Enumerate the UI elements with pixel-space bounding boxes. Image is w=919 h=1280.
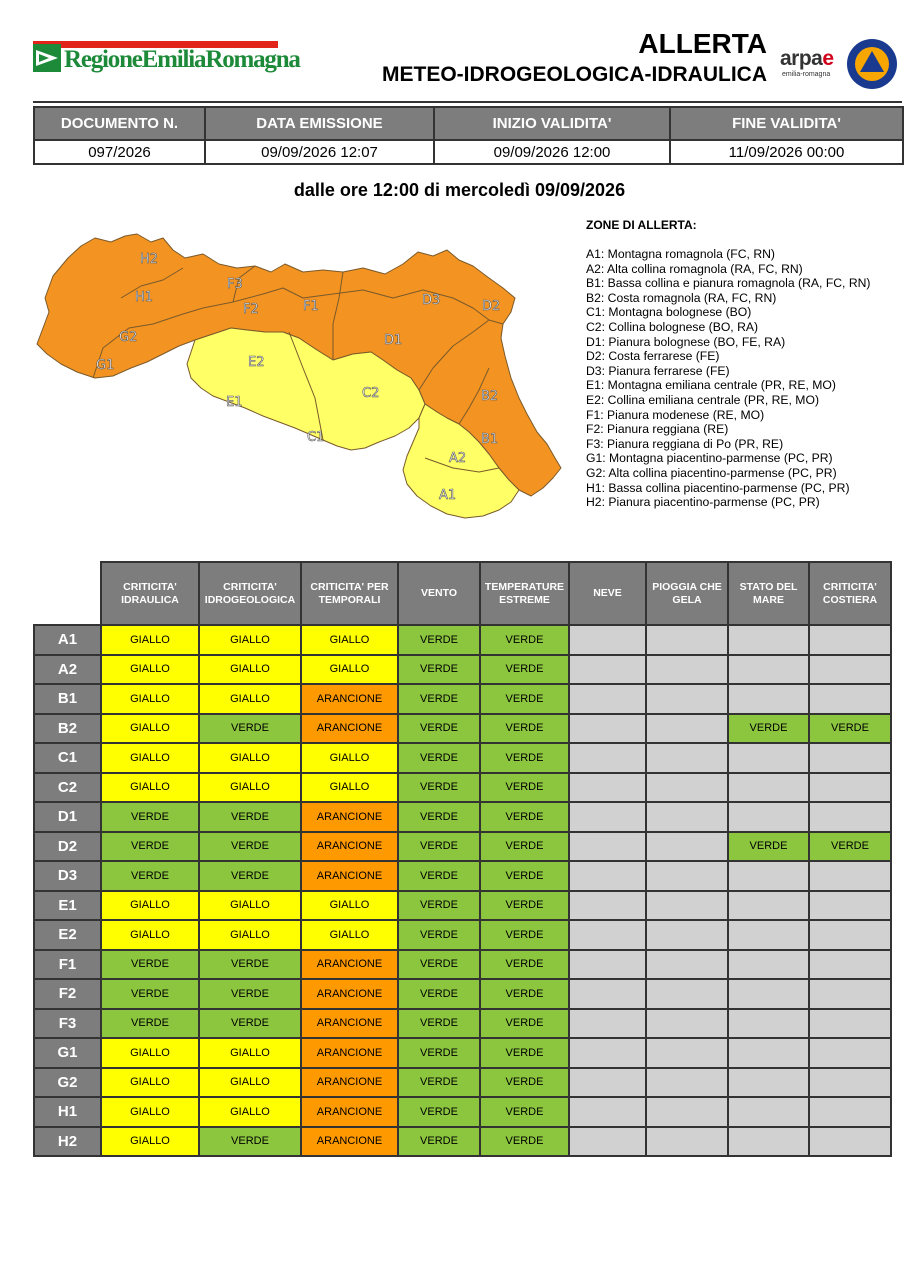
alert-level-cell: GIALLO	[199, 655, 301, 685]
table-row	[34, 625, 891, 655]
alert-level-cell: VERDE	[480, 802, 569, 832]
region-flag-icon	[33, 44, 61, 72]
alert-level-cell	[646, 802, 728, 832]
map-label-g1: G1	[96, 358, 115, 373]
alert-level-cell	[809, 802, 891, 832]
alert-level-cell: GIALLO	[199, 1068, 301, 1098]
alert-level-cell	[569, 950, 646, 980]
alert-level-cell: VERDE	[480, 861, 569, 891]
alert-level-cell: VERDE	[480, 1127, 569, 1157]
alert-level-cell	[646, 743, 728, 773]
table-row	[34, 802, 891, 832]
region-logo-text: RegioneEmiliaRomagna	[64, 46, 300, 73]
alert-level-cell: VERDE	[398, 655, 480, 685]
alert-level-cell: VERDE	[101, 832, 199, 862]
row-zone-label: F2	[34, 979, 101, 1009]
map-label-b1: B1	[481, 432, 499, 447]
alert-level-cell: GIALLO	[199, 1097, 301, 1127]
alert-level-cell: GIALLO	[301, 655, 398, 685]
column-header: NEVE	[569, 562, 646, 625]
zone-list-item: A2: Alta collina romagnola (RA, FC, RN)	[586, 261, 803, 276]
alert-level-cell	[646, 1097, 728, 1127]
alert-level-cell: VERDE	[398, 979, 480, 1009]
alert-level-cell: ARANCIONE	[301, 1009, 398, 1039]
alert-level-cell: ARANCIONE	[301, 684, 398, 714]
alert-level-cell: VERDE	[398, 832, 480, 862]
map-label-e1: E1	[226, 395, 243, 410]
alert-level-cell	[646, 920, 728, 950]
alert-table-header-row	[34, 562, 891, 625]
header-divider	[33, 101, 902, 103]
alert-level-cell: GIALLO	[101, 743, 199, 773]
map-label-f3: F3	[227, 277, 243, 292]
alert-level-cell: VERDE	[199, 979, 301, 1009]
map-label-d1: D1	[384, 333, 403, 348]
alert-level-cell	[728, 1038, 809, 1068]
validity-heading: dalle ore 12:00 di mercoledì 09/09/2026	[293, 180, 626, 200]
alert-level-cell: VERDE	[199, 950, 301, 980]
alert-level-cell	[809, 920, 891, 950]
row-zone-label: E1	[34, 891, 101, 921]
row-zone-label: A2	[34, 655, 101, 685]
alert-level-cell: VERDE	[480, 655, 569, 685]
alert-level-cell: GIALLO	[199, 891, 301, 921]
alert-level-cell	[728, 920, 809, 950]
table-row	[34, 1127, 891, 1157]
alert-level-cell: ARANCIONE	[301, 832, 398, 862]
zone-list-item: A1: Montagna romagnola (FC, RN)	[586, 247, 775, 261]
alert-level-cell: GIALLO	[101, 920, 199, 950]
alert-level-cell: VERDE	[809, 714, 891, 744]
alert-level-cell	[569, 1038, 646, 1068]
row-zone-label: A1	[34, 625, 101, 655]
arpae-logo-subtitle: emilia-romagna	[782, 71, 831, 78]
map-label-f2: F2	[243, 302, 259, 317]
column-header: CRITICITA' COSTIERA	[809, 562, 891, 625]
alert-level-cell: VERDE	[398, 684, 480, 714]
table-row	[34, 891, 891, 921]
table-row	[34, 655, 891, 685]
zone-list-item: F1: Pianura modenese (RE, MO)	[586, 407, 765, 422]
alert-level-cell: ARANCIONE	[301, 714, 398, 744]
alert-level-cell	[728, 1127, 809, 1157]
alert-level-cell: VERDE	[480, 1068, 569, 1098]
column-header: CRITICITA' PER TEMPORALI	[301, 562, 398, 625]
alert-level-cell: VERDE	[398, 743, 480, 773]
alert-level-cell	[728, 1097, 809, 1127]
alert-level-cell: GIALLO	[101, 891, 199, 921]
alert-level-cell: GIALLO	[301, 891, 398, 921]
alert-level-cell	[569, 979, 646, 1009]
column-header: VENTO	[398, 562, 480, 625]
alert-level-cell	[809, 1097, 891, 1127]
alert-level-cell: VERDE	[398, 950, 480, 980]
row-zone-label: D1	[34, 802, 101, 832]
alert-level-cell: VERDE	[101, 979, 199, 1009]
row-zone-label: F1	[34, 950, 101, 980]
alert-level-cell	[569, 832, 646, 862]
alert-table-body	[34, 625, 891, 1156]
alert-level-cell: VERDE	[101, 802, 199, 832]
validity-start-header: INIZIO VALIDITA'	[434, 107, 670, 140]
alert-level-cell	[569, 714, 646, 744]
alert-level-cell	[569, 625, 646, 655]
alert-level-cell: VERDE	[199, 861, 301, 891]
alert-level-cell: GIALLO	[301, 743, 398, 773]
map-label-d2: D2	[482, 299, 501, 314]
validity-end-header: FINE VALIDITA'	[670, 107, 903, 140]
alert-level-cell: VERDE	[480, 773, 569, 803]
map-label-h1: H1	[135, 290, 154, 305]
alert-level-cell	[646, 979, 728, 1009]
alert-level-cell	[809, 950, 891, 980]
alert-level-cell	[809, 655, 891, 685]
alert-level-cell	[646, 861, 728, 891]
alert-level-cell	[809, 1068, 891, 1098]
alert-level-cell	[646, 714, 728, 744]
row-zone-label: B2	[34, 714, 101, 744]
map-label-d3: D3	[422, 293, 441, 308]
alert-level-cell: VERDE	[199, 714, 301, 744]
zone-list-item: D3: Pianura ferrarese (FE)	[586, 363, 730, 378]
alert-level-cell	[646, 1009, 728, 1039]
alert-level-cell: VERDE	[398, 1097, 480, 1127]
page-title: ALLERTA	[638, 28, 767, 59]
table-row	[34, 979, 891, 1009]
map-label-f1: F1	[303, 299, 319, 314]
alert-level-cell: GIALLO	[301, 920, 398, 950]
alert-level-cell: GIALLO	[301, 625, 398, 655]
alert-level-cell	[646, 891, 728, 921]
alert-level-cell: VERDE	[398, 920, 480, 950]
alert-level-cell: VERDE	[398, 861, 480, 891]
civil-protection-logo-icon	[846, 38, 898, 90]
alert-level-cell: VERDE	[728, 832, 809, 862]
zone-list-item: H1: Bassa collina piacentino-parmense (PC, PR)	[586, 480, 850, 495]
doc-number-value: 097/2026	[34, 140, 205, 164]
alert-level-cell: VERDE	[480, 920, 569, 950]
column-header: CRITICITA' IDROGEOLOGICA	[199, 562, 301, 625]
alert-level-cell: ARANCIONE	[301, 1038, 398, 1068]
table-row	[34, 1038, 891, 1068]
alert-level-cell	[728, 655, 809, 685]
alert-level-cell: GIALLO	[101, 1038, 199, 1068]
row-zone-label: E2	[34, 920, 101, 950]
map-label-c1: C1	[307, 430, 325, 445]
alert-level-cell	[809, 743, 891, 773]
alert-level-cell: VERDE	[101, 1009, 199, 1039]
alert-level-cell	[646, 832, 728, 862]
alert-level-cell: VERDE	[398, 714, 480, 744]
row-zone-label: H1	[34, 1097, 101, 1127]
row-zone-label: G2	[34, 1068, 101, 1098]
table-row	[34, 1009, 891, 1039]
map-label-a2: A2	[449, 451, 467, 466]
zone-list-item: F2: Pianura reggiana (RE)	[586, 422, 729, 437]
alert-level-cell	[728, 950, 809, 980]
zone-list-item: E2: Collina emiliana centrale (PR, RE, MO)	[586, 392, 819, 407]
zone-list-item: D1: Pianura bolognese (BO, FE, RA)	[586, 334, 786, 349]
zone-list-item: C2: Collina bolognese (BO, RA)	[586, 319, 759, 334]
alert-level-cell: VERDE	[480, 743, 569, 773]
alert-level-cell	[809, 979, 891, 1009]
alert-level-cell	[728, 861, 809, 891]
alert-level-cell: VERDE	[398, 1009, 480, 1039]
document-info-table	[33, 106, 904, 165]
alert-level-cell	[646, 950, 728, 980]
alert-level-cell: GIALLO	[101, 1097, 199, 1127]
alert-level-cell	[728, 773, 809, 803]
alert-level-cell: GIALLO	[101, 655, 199, 685]
alert-level-cell	[569, 655, 646, 685]
row-zone-label: F3	[34, 1009, 101, 1039]
zones-title: ZONE DI ALLERTA:	[586, 218, 697, 232]
alert-level-cell: VERDE	[480, 714, 569, 744]
alert-level-cell: GIALLO	[101, 1068, 199, 1098]
alert-level-cell: GIALLO	[101, 773, 199, 803]
alert-level-cell: GIALLO	[101, 714, 199, 744]
table-row	[34, 743, 891, 773]
alert-level-cell: VERDE	[480, 1009, 569, 1039]
map-label-h2: H2	[140, 252, 159, 267]
map-label-a1: A1	[439, 488, 457, 503]
row-zone-label: G1	[34, 1038, 101, 1068]
alert-level-cell: VERDE	[480, 684, 569, 714]
row-zone-label: H2	[34, 1127, 101, 1157]
alert-level-cell: VERDE	[199, 1127, 301, 1157]
table-row	[34, 1097, 891, 1127]
alert-level-cell: VERDE	[398, 773, 480, 803]
table-row	[34, 950, 891, 980]
table-row	[34, 832, 891, 862]
alert-level-cell: VERDE	[480, 1038, 569, 1068]
page-subtitle: METEO-IDROGEOLOGICA-IDRAULICA	[382, 63, 767, 86]
zone-list-item: B1: Bassa collina e pianura romagnola (RA, FC, RN)	[586, 276, 871, 291]
alert-level-cell	[809, 684, 891, 714]
zone-list-item: G2: Alta collina piacentino-parmense (PC, PR)	[586, 465, 837, 480]
alert-level-cell: ARANCIONE	[301, 1097, 398, 1127]
arpae-logo-e: e	[822, 47, 834, 70]
row-zone-label: D3	[34, 861, 101, 891]
alert-level-cell	[646, 684, 728, 714]
column-header: CRITICITA' IDRAULICA	[101, 562, 199, 625]
alert-level-cell: GIALLO	[301, 773, 398, 803]
arpae-logo	[780, 47, 834, 71]
alert-level-cell: GIALLO	[199, 773, 301, 803]
row-zone-label: D2	[34, 832, 101, 862]
alert-level-cell	[569, 861, 646, 891]
alert-level-cell	[569, 773, 646, 803]
table-row	[34, 684, 891, 714]
alert-level-cell	[809, 625, 891, 655]
issue-date-header: DATA EMISSIONE	[205, 107, 434, 140]
alert-level-cell	[646, 655, 728, 685]
validity-start-value: 09/09/2026 12:00	[434, 140, 670, 164]
alert-level-cell: VERDE	[728, 714, 809, 744]
column-header: TEMPERATURE ESTREME	[480, 562, 569, 625]
arpae-logo-text: arpa	[780, 47, 823, 70]
alert-level-cell: VERDE	[480, 832, 569, 862]
alert-level-cell: VERDE	[101, 950, 199, 980]
alert-level-cell: GIALLO	[101, 684, 199, 714]
alert-level-cell: GIALLO	[199, 920, 301, 950]
alert-level-cell	[646, 625, 728, 655]
alert-level-cell: VERDE	[398, 802, 480, 832]
alert-level-cell: VERDE	[398, 625, 480, 655]
alert-level-cell: VERDE	[480, 1097, 569, 1127]
alert-level-cell	[646, 1127, 728, 1157]
column-header: PIOGGIA CHE GELA	[646, 562, 728, 625]
alert-level-cell: GIALLO	[199, 743, 301, 773]
alert-level-cell	[809, 1038, 891, 1068]
map-label-c2: C2	[362, 386, 380, 401]
alert-zone-map	[33, 228, 569, 524]
alert-level-cell	[569, 1127, 646, 1157]
issue-date-value: 09/09/2026 12:07	[205, 140, 434, 164]
alert-level-cell	[569, 1009, 646, 1039]
alert-level-cell	[646, 773, 728, 803]
alert-level-cell	[569, 743, 646, 773]
table-row	[34, 920, 891, 950]
alert-level-cell	[569, 684, 646, 714]
row-zone-label: B1	[34, 684, 101, 714]
alert-level-cell	[569, 802, 646, 832]
row-zone-label: C2	[34, 773, 101, 803]
alert-level-cell	[569, 1097, 646, 1127]
alert-level-cell	[646, 1068, 728, 1098]
alert-levels-table	[33, 561, 892, 1157]
alert-level-cell: ARANCIONE	[301, 802, 398, 832]
zone-list-item: F3: Pianura reggiana di Po (PR, RE)	[586, 436, 784, 451]
alert-level-cell	[728, 979, 809, 1009]
alert-level-cell: VERDE	[809, 832, 891, 862]
alert-level-cell: VERDE	[398, 1127, 480, 1157]
alert-level-cell: VERDE	[480, 979, 569, 1009]
alert-level-cell: VERDE	[199, 832, 301, 862]
alert-level-cell: GIALLO	[101, 625, 199, 655]
zone-list-item: C1: Montagna bolognese (BO)	[586, 305, 752, 320]
table-row	[34, 1068, 891, 1098]
alert-level-cell	[569, 1068, 646, 1098]
doc-number-header: DOCUMENTO N.	[34, 107, 205, 140]
alert-level-cell: VERDE	[480, 950, 569, 980]
alert-level-cell	[728, 743, 809, 773]
table-corner	[34, 562, 101, 625]
map-label-g2: G2	[119, 330, 138, 345]
alert-level-cell: VERDE	[480, 891, 569, 921]
alert-level-cell	[728, 684, 809, 714]
alert-level-cell: GIALLO	[199, 1038, 301, 1068]
alert-level-cell: VERDE	[101, 861, 199, 891]
alert-level-cell	[728, 625, 809, 655]
alert-level-cell	[569, 891, 646, 921]
alert-level-cell: ARANCIONE	[301, 861, 398, 891]
zones-list	[586, 247, 871, 510]
alert-level-cell: GIALLO	[199, 684, 301, 714]
table-row	[34, 773, 891, 803]
alert-level-cell	[809, 1127, 891, 1157]
validity-end-value: 11/09/2026 00:00	[670, 140, 903, 164]
alert-level-cell	[646, 1038, 728, 1068]
zone-list-item: G1: Montagna piacentino-parmense (PC, PR)	[586, 451, 833, 466]
table-row	[34, 861, 891, 891]
zone-list-item: E1: Montagna emiliana centrale (PR, RE, MO)	[586, 378, 836, 393]
alert-level-cell	[728, 1009, 809, 1039]
alert-level-cell: VERDE	[480, 625, 569, 655]
alert-level-cell	[809, 773, 891, 803]
zone-list-item: H2: Pianura piacentino-parmense (PC, PR)	[586, 495, 820, 510]
alert-level-cell: ARANCIONE	[301, 1127, 398, 1157]
alert-level-cell: VERDE	[199, 802, 301, 832]
zone-list-item: B2: Costa romagnola (RA, FC, RN)	[586, 290, 777, 305]
alert-level-cell	[809, 861, 891, 891]
alert-level-cell	[728, 1068, 809, 1098]
alert-level-cell: VERDE	[398, 1068, 480, 1098]
alert-level-cell	[728, 891, 809, 921]
zone-list-item: D2: Costa ferrarese (FE)	[586, 349, 720, 364]
alert-level-cell: VERDE	[398, 891, 480, 921]
alert-level-cell	[809, 1009, 891, 1039]
alert-level-cell: ARANCIONE	[301, 1068, 398, 1098]
alert-level-cell: GIALLO	[101, 1127, 199, 1157]
table-row	[34, 714, 891, 744]
alert-level-cell: VERDE	[398, 1038, 480, 1068]
alert-level-cell	[728, 802, 809, 832]
column-header: STATO DEL MARE	[728, 562, 809, 625]
alert-level-cell: ARANCIONE	[301, 950, 398, 980]
alert-level-cell: GIALLO	[199, 625, 301, 655]
map-label-e2: E2	[248, 355, 265, 370]
alert-level-cell	[809, 891, 891, 921]
map-label-b2: B2	[481, 389, 499, 404]
alert-level-cell: VERDE	[199, 1009, 301, 1039]
row-zone-label: C1	[34, 743, 101, 773]
alert-level-cell: ARANCIONE	[301, 979, 398, 1009]
alert-level-cell	[569, 920, 646, 950]
